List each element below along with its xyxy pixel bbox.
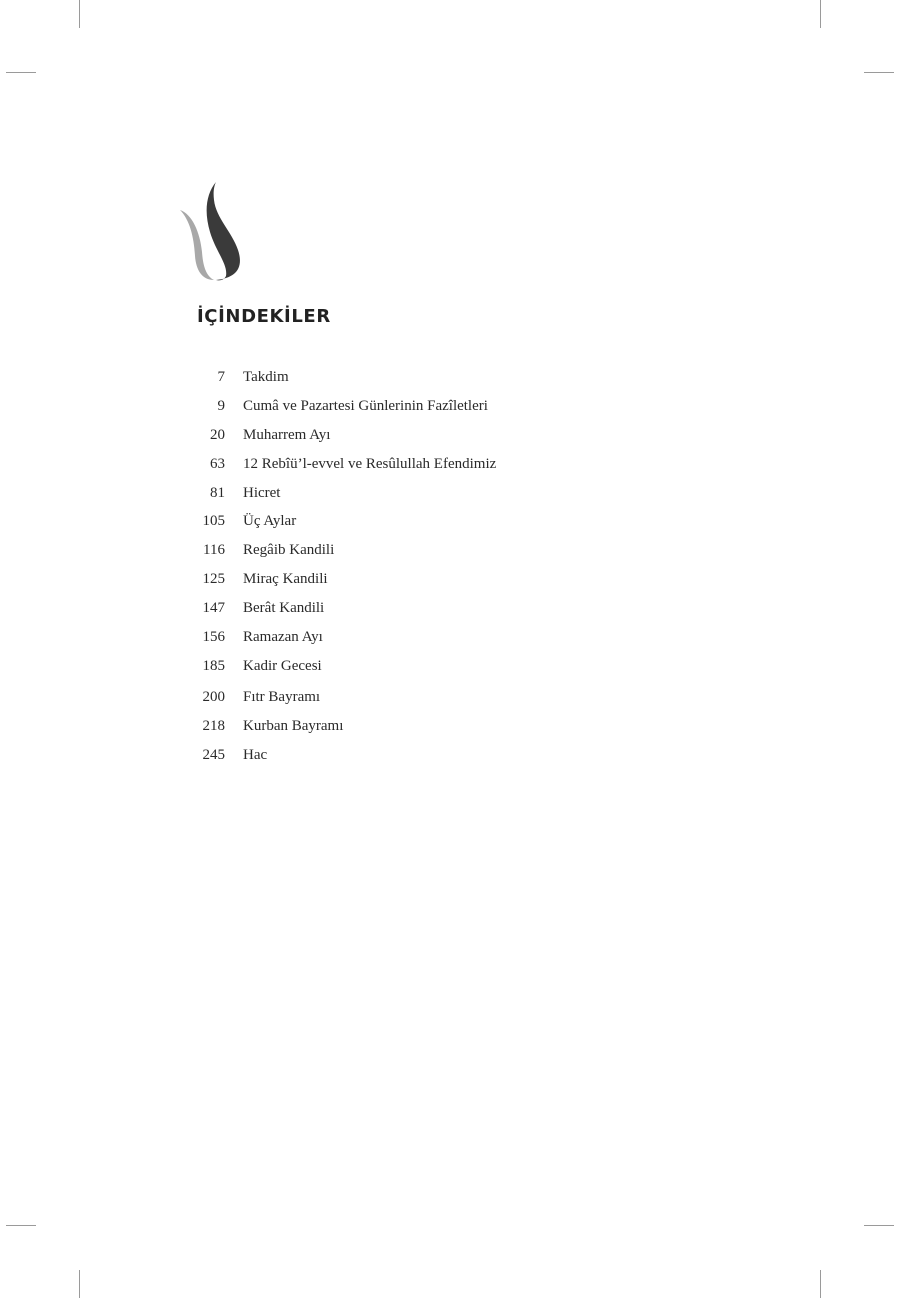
toc-entry[interactable] <box>190 456 496 485</box>
toc-page-number: 7 <box>217 369 225 385</box>
toc-page-number: 185 <box>202 657 225 674</box>
toc-title: Üç Aylar <box>243 513 297 530</box>
toc-entry[interactable] <box>190 398 496 427</box>
toc-entry[interactable] <box>190 542 496 571</box>
toc-entry[interactable] <box>190 571 496 600</box>
toc-page-number: 156 <box>202 629 225 646</box>
toc-title: Berât Kandili <box>243 600 325 617</box>
crop-mark-bottom-right <box>820 1270 821 1298</box>
crop-mark-top-left <box>79 0 80 28</box>
toc-title: Kurban Bayramı <box>243 717 344 734</box>
toc-title: Fıtr Bayramı <box>243 688 321 705</box>
toc-entry[interactable] <box>190 658 496 687</box>
crop-mark-left-top <box>6 72 36 73</box>
tulip-logo-icon <box>178 180 244 282</box>
toc-page-number: 105 <box>202 513 225 530</box>
toc-title: Cumâ ve Pazartesi Günlerinin Fazîletleri <box>243 397 488 414</box>
toc-page-number: 9 <box>217 397 225 414</box>
toc-title: Regâib Kandili <box>243 542 335 559</box>
toc-entry[interactable] <box>190 689 496 718</box>
toc-entry[interactable] <box>190 485 496 514</box>
toc-entry[interactable] <box>190 747 496 776</box>
toc-entry[interactable] <box>190 369 496 398</box>
toc-page-number: 20 <box>210 426 225 443</box>
toc-page-number: 147 <box>202 600 225 617</box>
toc-entry[interactable] <box>190 600 496 629</box>
toc-page-number: 245 <box>202 746 225 763</box>
toc-page-number: 125 <box>202 571 225 588</box>
toc-page-number: 116 <box>203 542 225 559</box>
toc-page-number: 81 <box>210 484 225 501</box>
toc-title: Kadir Gecesi <box>243 657 322 674</box>
crop-mark-left-bottom <box>6 1225 36 1226</box>
toc-title: Hac <box>243 746 268 763</box>
crop-mark-right-top <box>864 72 894 73</box>
toc-title: 12 Rebîü’l-evvel ve Resûlullah Efendimiz <box>243 455 497 472</box>
crop-mark-top-right <box>820 0 821 28</box>
toc-title: Takdim <box>243 369 289 385</box>
toc-heading: İÇİNDEKİLER <box>197 306 331 327</box>
toc-entry[interactable] <box>190 513 496 542</box>
toc-title: Ramazan Ayı <box>243 629 323 646</box>
toc-entry[interactable] <box>190 629 496 658</box>
toc-entry[interactable] <box>190 718 496 747</box>
toc-title: Muharrem Ayı <box>243 426 331 443</box>
toc-title: Hicret <box>243 484 281 501</box>
crop-mark-bottom-left <box>79 1270 80 1298</box>
toc-entry[interactable] <box>190 427 496 456</box>
toc-page-number: 200 <box>202 688 225 705</box>
toc-page-number: 63 <box>210 455 225 472</box>
toc-page-number: 218 <box>202 717 225 734</box>
toc-title: Miraç Kandili <box>243 571 328 588</box>
crop-mark-right-bottom <box>864 1225 894 1226</box>
toc-list <box>190 369 496 775</box>
